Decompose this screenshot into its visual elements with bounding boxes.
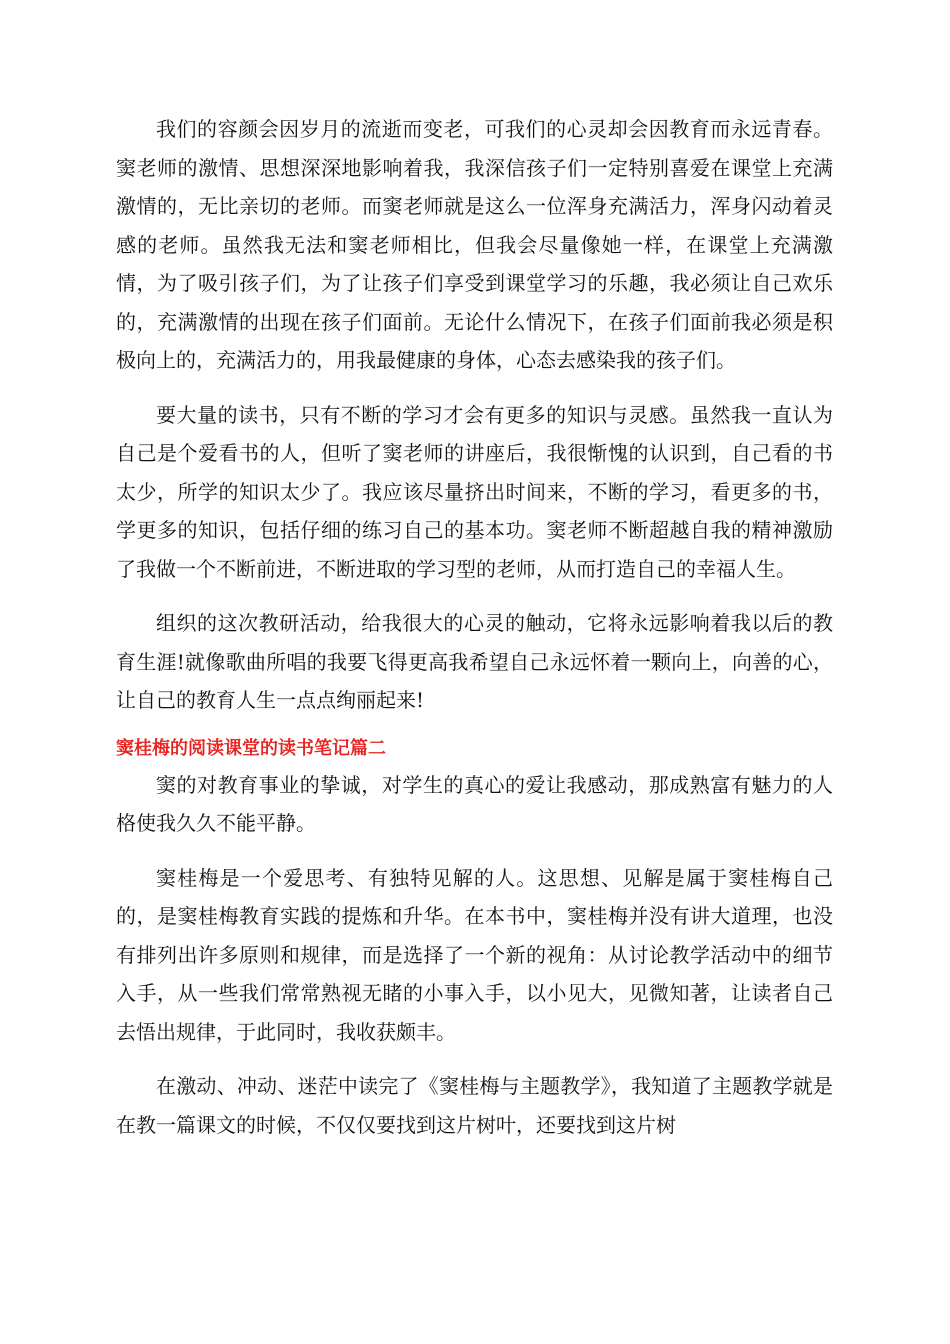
paragraph-2: 要大量的读书，只有不断的学习才会有更多的知识与灵感。虽然我一直认为自己是个爱看书的人，但听了窦老师的讲座后，我很惭愧的认识到，自己看的书太少，所学的知识太少了。我应该尽量挤出时间来，不断的学习，看更多的书，学更多的知识，包括仔细的练习自己的基本功。窦老师不断超越自我的精神激励了我做一个不断前进，不断进取的学习型的老师，从而打造自己的幸福人生。 (116, 402, 833, 581)
paragraph-5: 窦桂梅是一个爱思考、有独特见解的人。这思想、见解是属于窦桂梅自己的，是窦桂梅教育实践的提炼和升华。在本书中，窦桂梅并没有讲大道理，也没有排列出许多原则和规律，而是选择了一个新的视角：从讨论教学活动中的细节入手，从一些我们常常熟视无睹的小事入手，以小见大，见微知著，让读者自己去悟出规律，于此同时，我收获颇丰。 (116, 865, 833, 1044)
document-page (116, 110, 833, 1144)
paragraph-3: 组织的这次教研活动，给我很大的心灵的触动，它将永远影响着我以后的教育生涯!就像歌曲所唱的我要飞得更高我希望自己永远怀着一颗向上，向善的心，让自己的教育人生一点点绚丽起来! (116, 611, 833, 712)
paragraph-4: 窦的对教育事业的挚诚，对学生的真心的爱让我感动，那成熟富有魅力的人格使我久久不能平静。 (116, 772, 833, 835)
section-heading: 窦桂梅的阅读课堂的读书笔记篇二 (116, 737, 386, 759)
paragraph-6: 在激动、冲动、迷茫中读完了《窦桂梅与主题教学》，我知道了主题教学就是在教一篇课文的时候，不仅仅要找到这片树叶，还要找到这片树 (116, 1074, 833, 1137)
paragraph-1: 我们的容颜会因岁月的流逝而变老，可我们的心灵却会因教育而永远青春。窦老师的激情、思想深深地影响着我，我深信孩子们一定特别喜爱在课堂上充满激情的，无比亲切的老师。而窦老师就是这么一位浑身充满活力，浑身闪动着灵感的老师。虽然我无法和窦老师相比，但我会尽量像她一样，在课堂上充满激情，为了吸引孩子们，为了让孩子们享受到课堂学习的乐趣，我必须让自己欢乐的，充满激情的出现在孩子们面前。无论什么情况下，在孩子们面前我必须是积极向上的，充满活力的，用我最健康的身体，心态去感染我的孩子们。 (116, 117, 833, 372)
